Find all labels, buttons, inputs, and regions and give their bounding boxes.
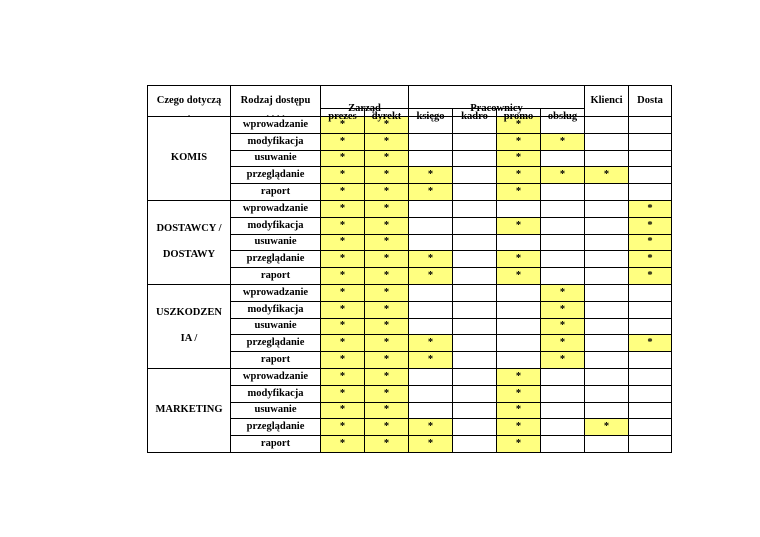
permission-empty (629, 368, 672, 385)
permission-mark: * (409, 251, 453, 268)
permission-empty (585, 385, 629, 402)
permission-empty (453, 184, 497, 201)
permission-mark: * (497, 217, 541, 234)
permission-empty (453, 368, 497, 385)
permission-mark: * (321, 318, 365, 335)
permission-empty (453, 301, 497, 318)
permission-empty (585, 284, 629, 301)
permission-mark: * (497, 150, 541, 167)
permission-mark: * (365, 402, 409, 419)
permission-mark: * (629, 251, 672, 268)
header-clients: Klienci (585, 86, 629, 117)
operation-cell: usuwanie (231, 402, 321, 419)
permission-empty (409, 217, 453, 234)
permission-empty (629, 436, 672, 453)
permission-mark: * (585, 419, 629, 436)
operation-cell: raport (231, 184, 321, 201)
permission-mark: * (497, 368, 541, 385)
permission-empty (541, 200, 585, 217)
permission-mark: * (409, 352, 453, 369)
permission-mark: * (497, 436, 541, 453)
operation-cell: usuwanie (231, 318, 321, 335)
permission-empty (585, 268, 629, 285)
permission-empty (497, 284, 541, 301)
permission-empty (585, 251, 629, 268)
permission-mark: * (409, 335, 453, 352)
permission-empty (453, 402, 497, 419)
permission-mark: * (541, 167, 585, 184)
permission-mark: * (365, 117, 409, 134)
permission-empty (497, 318, 541, 335)
permission-empty (585, 184, 629, 201)
permission-empty (585, 301, 629, 318)
permission-empty (585, 436, 629, 453)
header-board: Zarząd (321, 86, 409, 109)
permission-mark: * (585, 167, 629, 184)
permission-empty (453, 251, 497, 268)
permission-empty (453, 234, 497, 251)
permission-mark: * (321, 402, 365, 419)
permission-mark: * (321, 184, 365, 201)
permission-mark: * (321, 234, 365, 251)
permission-mark: * (629, 335, 672, 352)
header-col-obslug (541, 109, 585, 117)
permission-empty (629, 301, 672, 318)
permission-mark: * (629, 200, 672, 217)
header-suppliers: Dosta (629, 86, 672, 117)
permission-empty (541, 419, 585, 436)
table-row (148, 284, 672, 301)
permission-mark: * (365, 268, 409, 285)
matrix-body (148, 117, 672, 453)
permission-empty (629, 318, 672, 335)
category-label: USZKODZEN (156, 307, 222, 319)
permission-empty (585, 234, 629, 251)
permission-empty (497, 335, 541, 352)
header-staff: Pracownicy (409, 86, 585, 109)
permission-mark: * (365, 419, 409, 436)
permission-empty (409, 318, 453, 335)
header-object: Czego dotyczą . (148, 86, 231, 117)
permission-empty (585, 150, 629, 167)
permission-empty (453, 150, 497, 167)
category-cell (148, 284, 231, 368)
permission-mark: * (321, 268, 365, 285)
permission-mark: * (629, 217, 672, 234)
operation-cell: usuwanie (231, 150, 321, 167)
permission-empty (541, 251, 585, 268)
permission-mark: * (409, 436, 453, 453)
permission-empty (409, 301, 453, 318)
permission-empty (629, 352, 672, 369)
operation-cell: wprowadzanie (231, 368, 321, 385)
permission-mark: * (365, 200, 409, 217)
table-row (148, 117, 672, 134)
permission-empty (453, 200, 497, 217)
permission-mark: * (365, 167, 409, 184)
operation-cell: przeglądanie (231, 167, 321, 184)
permission-empty (453, 436, 497, 453)
operation-cell: wprowadzanie (231, 284, 321, 301)
permission-mark: * (321, 150, 365, 167)
operation-cell: modyfikacja (231, 301, 321, 318)
permission-mark: * (321, 335, 365, 352)
permission-empty (629, 385, 672, 402)
permission-mark: * (365, 436, 409, 453)
permission-mark: * (365, 234, 409, 251)
permission-empty (629, 184, 672, 201)
permission-empty (541, 436, 585, 453)
permission-empty (541, 234, 585, 251)
permission-mark: * (497, 184, 541, 201)
permission-mark: * (365, 352, 409, 369)
access-matrix-table (147, 85, 672, 453)
permission-empty (497, 352, 541, 369)
permission-empty (453, 217, 497, 234)
permission-empty (497, 234, 541, 251)
permission-empty (585, 133, 629, 150)
permission-empty (585, 335, 629, 352)
operation-cell: modyfikacja (231, 385, 321, 402)
permission-mark: * (497, 419, 541, 436)
permission-mark: * (321, 301, 365, 318)
operation-cell: modyfikacja (231, 217, 321, 234)
permission-mark: * (321, 352, 365, 369)
permission-empty (629, 284, 672, 301)
operation-cell: modyfikacja (231, 133, 321, 150)
permission-mark: * (365, 184, 409, 201)
permission-empty (629, 133, 672, 150)
category-label: IA / (180, 333, 198, 345)
operation-cell: raport (231, 352, 321, 369)
permission-empty (409, 402, 453, 419)
permission-mark: * (321, 217, 365, 234)
permission-empty (541, 402, 585, 419)
table-row (148, 200, 672, 217)
permission-empty (585, 318, 629, 335)
permission-mark: * (497, 385, 541, 402)
permission-empty (585, 368, 629, 385)
permission-mark: * (541, 133, 585, 150)
permission-empty (585, 117, 629, 134)
permission-mark: * (365, 150, 409, 167)
category-label: DOSTAWY (162, 249, 216, 261)
permission-mark: * (365, 251, 409, 268)
permission-mark: * (365, 301, 409, 318)
permission-mark: * (497, 133, 541, 150)
permission-mark: * (321, 200, 365, 217)
permission-empty (409, 368, 453, 385)
permission-empty (629, 167, 672, 184)
operation-cell: raport (231, 436, 321, 453)
category-label: KOMIS (170, 152, 208, 164)
permission-mark: * (321, 284, 365, 301)
permission-empty (541, 184, 585, 201)
permission-mark: * (497, 268, 541, 285)
permission-empty (585, 217, 629, 234)
header-col-dyrekt (365, 109, 409, 117)
permission-empty (585, 402, 629, 419)
operation-cell: usuwanie (231, 234, 321, 251)
permission-mark: * (321, 251, 365, 268)
permission-mark: * (629, 234, 672, 251)
permission-empty (453, 268, 497, 285)
operation-cell: przeglądanie (231, 419, 321, 436)
permission-mark: * (541, 318, 585, 335)
permission-mark: * (409, 268, 453, 285)
permission-empty (541, 217, 585, 234)
permission-mark: * (365, 217, 409, 234)
permission-empty (453, 318, 497, 335)
permission-mark: * (365, 368, 409, 385)
permission-empty (409, 385, 453, 402)
category-label: MARKETING (155, 404, 223, 416)
permission-mark: * (409, 167, 453, 184)
permission-empty (629, 419, 672, 436)
header-col-promo (497, 109, 541, 117)
permission-empty (541, 385, 585, 402)
permission-mark: * (321, 385, 365, 402)
permission-mark: * (541, 284, 585, 301)
permission-mark: * (365, 318, 409, 335)
operation-cell: wprowadzanie (231, 200, 321, 217)
permission-empty (585, 200, 629, 217)
permission-mark: * (409, 419, 453, 436)
permission-empty (629, 150, 672, 167)
permission-mark: * (321, 436, 365, 453)
permission-mark: * (541, 335, 585, 352)
operation-cell: raport (231, 268, 321, 285)
permission-empty (409, 133, 453, 150)
permission-empty (453, 133, 497, 150)
category-cell (148, 117, 231, 201)
operation-cell: przeglądanie (231, 335, 321, 352)
permission-mark: * (321, 368, 365, 385)
permission-empty (585, 352, 629, 369)
permission-empty (541, 368, 585, 385)
permission-mark: * (541, 352, 585, 369)
permission-mark: * (321, 419, 365, 436)
permission-mark: * (409, 184, 453, 201)
category-label: DOSTAWCY / (156, 223, 222, 235)
category-cell (148, 368, 231, 452)
permission-mark: * (365, 133, 409, 150)
permission-mark: * (497, 251, 541, 268)
permission-empty (541, 268, 585, 285)
permission-empty (409, 234, 453, 251)
permission-empty (409, 200, 453, 217)
permission-mark: * (497, 117, 541, 134)
permission-empty (409, 150, 453, 167)
permission-mark: * (365, 284, 409, 301)
permission-mark: * (321, 167, 365, 184)
category-cell (148, 200, 231, 284)
operation-cell: wprowadzanie (231, 117, 321, 134)
permission-mark: * (629, 268, 672, 285)
header-access-type: Rodzaj dostępu . . . . (231, 86, 321, 117)
permission-mark: * (321, 117, 365, 134)
header-col-ksiego (409, 109, 453, 117)
permission-empty (453, 284, 497, 301)
permission-mark: * (365, 335, 409, 352)
permission-empty (453, 419, 497, 436)
permission-empty (629, 402, 672, 419)
permission-empty (453, 335, 497, 352)
operation-cell: przeglądanie (231, 251, 321, 268)
permission-empty (409, 284, 453, 301)
table-row (148, 368, 672, 385)
permission-mark: * (321, 133, 365, 150)
permission-mark: * (497, 167, 541, 184)
permission-mark: * (365, 385, 409, 402)
permission-empty (629, 117, 672, 134)
permission-empty (541, 150, 585, 167)
permission-empty (497, 200, 541, 217)
permission-mark: * (497, 402, 541, 419)
permission-empty (453, 352, 497, 369)
permission-empty (497, 301, 541, 318)
permission-empty (453, 167, 497, 184)
permission-mark: * (541, 301, 585, 318)
permission-empty (453, 385, 497, 402)
